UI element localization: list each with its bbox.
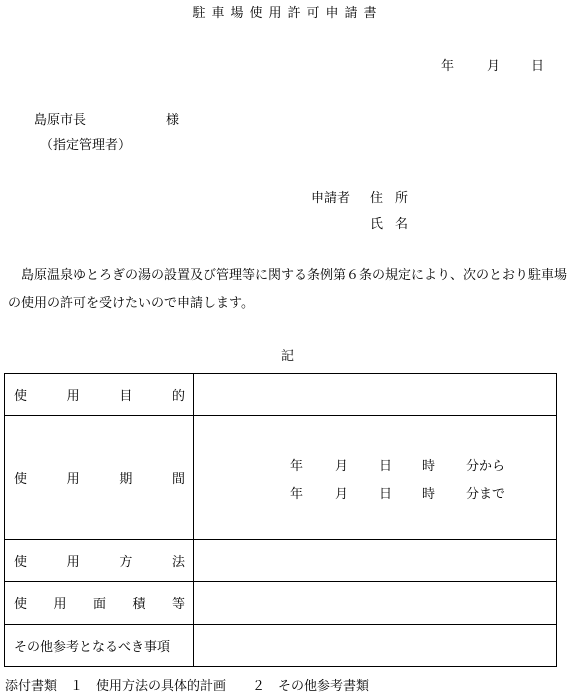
date-month-label: 月 [487,59,501,74]
date-year-label: 年 [441,59,455,74]
period-label-cell [5,416,194,539]
addressee: 島原市長 [34,113,87,128]
purpose-field[interactable] [194,374,557,416]
to-year: 年 [290,487,304,503]
table-row [5,539,557,581]
to-minute: 分まで [466,487,506,503]
application-statement: 島原温泉ゆとろぎの湯の設置及び管理等に関する条例第６条の規定により、次のとおり駐車場の使用の許可を受けたいので申請します。 [8,268,568,311]
table-row [5,374,557,416]
method-label [5,551,193,570]
from-year: 年 [290,459,304,475]
from-minute: 分から [466,459,506,475]
from-month: 月 [335,459,349,475]
label-char: 法 [171,554,185,570]
to-month: 月 [335,487,349,503]
label-char: 面 [92,597,106,613]
name-label: 氏名 [370,217,421,232]
label-char: 用 [53,597,67,613]
label-char: 的 [171,389,185,405]
ki-heading: 記 [280,349,294,364]
from-hour: 時 [422,459,436,475]
label-char: 用 [66,472,80,488]
other-field[interactable] [194,624,557,667]
document-title: 駐車場使用許可申請書 [192,6,383,21]
attachments-note: 添付書類 １ 使用方法の具体的計画 ２ その他参考書類 [5,679,370,694]
label-char: 用 [66,389,80,405]
label-char: 積 [132,597,146,613]
to-day: 日 [379,487,393,503]
period-label [5,468,193,487]
label-char: 用 [66,554,80,570]
table-row [5,624,557,667]
label-char: 方 [119,554,133,570]
application-form-table [4,373,557,667]
area-field[interactable] [194,582,557,624]
area-label [5,593,193,612]
label-char: 等 [171,597,185,613]
designated-manager: （指定管理者） [40,138,132,153]
purpose-label-cell [5,374,194,416]
other-label-cell [5,624,194,667]
method-field[interactable] [194,539,557,581]
other-label: その他参考となるべき事項 [14,639,171,655]
honorific: 様 [166,113,180,128]
from-day: 日 [379,459,393,475]
label-char: 使 [14,597,28,613]
table-row [5,416,557,539]
method-label-cell [5,539,194,581]
period-field[interactable] [194,416,557,539]
applicant-label: 申請者 [311,191,351,206]
address-label: 住所 [370,191,421,206]
purpose-label [5,385,193,404]
period-lines [194,449,556,506]
table-row [5,582,557,624]
to-hour: 時 [422,487,436,503]
date-day-label: 日 [531,59,545,74]
label-char: 目 [119,389,133,405]
label-char: 使 [14,472,28,488]
label-char: 期 [119,472,133,488]
label-char: 使 [14,389,28,405]
area-label-cell [5,582,194,624]
label-char: 使 [14,554,28,570]
label-char: 間 [171,472,185,488]
